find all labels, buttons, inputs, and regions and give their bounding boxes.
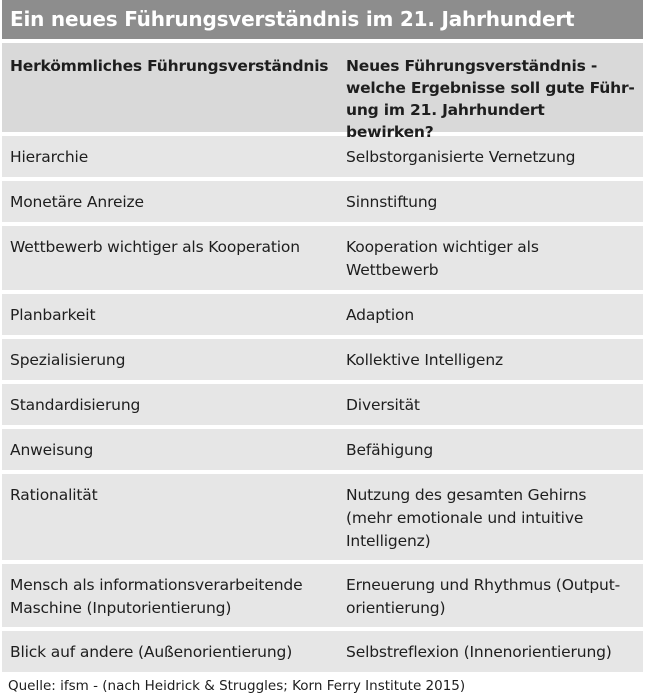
cell-new: Nutzung des gesamten Gehirns (mehr emotionale und intuitive Intelligenz) <box>346 486 587 550</box>
cell-traditional: Spezialisierung <box>10 351 126 369</box>
page-title: Ein neues Führungsverständnis im 21. Jahrhundert <box>2 0 643 39</box>
table-row <box>2 564 643 627</box>
table-row <box>2 631 643 672</box>
table-row <box>2 226 643 290</box>
header-new: Neues Führungsverständnis - welche Ergebnisse soll gute Führ-ung im 21. Jahrhundert bewirken? <box>346 57 635 141</box>
table-row <box>2 384 643 425</box>
cell-new: Kollektive Intelligenz <box>346 351 503 369</box>
cell-new: Befähigung <box>346 441 434 459</box>
cell-new: Sinnstiftung <box>346 193 438 211</box>
cell-new: Erneuerung und Rhythmus (Output-orientierung) <box>346 576 621 617</box>
cell-traditional: Mensch als informationsverarbeitende Maschine (Inputorientierung) <box>10 576 303 617</box>
cell-traditional: Monetäre Anreize <box>10 193 144 211</box>
cell-traditional: Blick auf andere (Außenorientierung) <box>10 643 293 661</box>
source-note: Quelle: ifsm - (nach Heidrick & Struggles; Korn Ferry Institute 2015) <box>8 678 466 694</box>
table-row <box>2 136 643 177</box>
cell-traditional: Anweisung <box>10 441 94 459</box>
table-row <box>2 181 643 222</box>
comparison-table <box>2 43 643 676</box>
cell-new: Selbstreflexion (Innenorientierung) <box>346 643 612 661</box>
cell-traditional: Standardisierung <box>10 396 141 414</box>
cell-new: Selbstorganisierte Vernetzung <box>346 148 576 166</box>
cell-traditional: Planbarkeit <box>10 306 96 324</box>
cell-new: Kooperation wichtiger als Wettbewerb <box>346 238 539 279</box>
cell-new: Diversität <box>346 396 420 414</box>
header-traditional: Herkömmliches Führungsverständnis <box>10 57 329 75</box>
cell-traditional: Rationalität <box>10 486 98 504</box>
table-row <box>2 294 643 335</box>
table-row <box>2 429 643 470</box>
cell-new: Adaption <box>346 306 414 324</box>
table-header-row <box>2 43 643 141</box>
cell-traditional: Hierarchie <box>10 148 89 166</box>
cell-traditional: Wettbewerb wichtiger als Kooperation <box>10 238 300 256</box>
table-row <box>2 474 643 560</box>
table-row <box>2 339 643 380</box>
